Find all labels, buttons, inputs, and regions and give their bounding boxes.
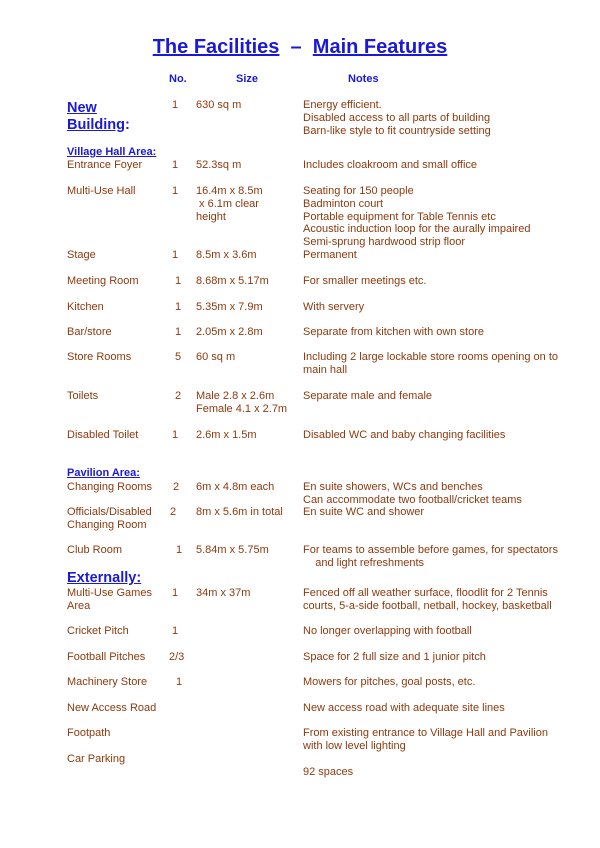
row-name-line: Car Parking <box>67 753 126 765</box>
note-line: Disabled access to all parts of building <box>303 111 491 124</box>
row-notes <box>303 326 484 339</box>
row-name <box>67 625 129 638</box>
row-no: 1 <box>176 544 183 556</box>
row-notes <box>303 676 475 689</box>
row-size <box>196 481 274 494</box>
row-size <box>196 544 269 557</box>
row-no: 5 <box>175 351 182 363</box>
row-name <box>67 587 152 613</box>
row-notes-line: En suite WC and shower <box>303 506 425 518</box>
column-header-no: No. <box>169 73 187 85</box>
row-name <box>67 753 125 766</box>
row-name-line: Entrance Foyer <box>67 159 143 171</box>
row-no: 1 <box>175 301 182 313</box>
row-name-line: Meeting Room <box>67 275 139 287</box>
row-notes-line: For teams to assemble before games, for spectators <box>303 544 558 556</box>
row-notes-line: with low level lighting <box>303 739 406 752</box>
row-no: 2 <box>173 481 180 493</box>
row-name <box>67 506 152 532</box>
row-notes-line: Includes cloakroom and small office <box>303 159 478 171</box>
row-notes <box>303 625 472 638</box>
row-no: 1 <box>172 185 179 197</box>
row-name-line: Disabled Toilet <box>67 429 139 441</box>
row-name-line: Bar/store <box>67 326 112 338</box>
row-name <box>67 390 98 403</box>
row-notes <box>303 481 522 507</box>
row-notes-line: Separate male and female <box>303 390 433 402</box>
title-dash: – <box>290 36 302 58</box>
row-notes-line: From existing entrance to Village Hall and Pavilion <box>303 727 548 739</box>
new-building-heading <box>67 100 130 134</box>
row-size-line: 8.68m x 5.17m <box>196 275 269 287</box>
row-notes-line: En suite showers, WCs and benches <box>303 481 483 493</box>
row-size <box>196 159 241 172</box>
row-size-line: 8m x 5.6m in total <box>196 506 283 518</box>
row-notes-line: Acoustic induction loop for the aurally impaired <box>303 223 531 236</box>
row-size <box>196 390 287 416</box>
car-parking-spaces: 92 spaces <box>303 766 354 778</box>
row-notes <box>303 544 558 570</box>
row-size <box>196 185 263 223</box>
row-notes-line: New access road with adequate site lines <box>303 702 505 714</box>
row-name-line: Cricket Pitch <box>67 625 129 637</box>
row-name-line: Multi-Use Hall <box>67 185 136 197</box>
row-name-line: Toilets <box>67 390 99 402</box>
row-no: 1 <box>175 275 182 287</box>
row-no: 1 <box>176 676 183 688</box>
row-no: 2/3 <box>169 651 185 663</box>
row-notes <box>303 587 552 613</box>
row-size-line: 60 sq m <box>196 351 236 363</box>
row-notes-line: Disabled WC and baby changing facilities <box>303 429 506 441</box>
row-size-line: Female 4.1 x 2.7m <box>196 402 288 415</box>
row-size <box>196 351 235 364</box>
row-notes-line: Permanent <box>303 249 357 261</box>
new-building-notes <box>303 99 491 137</box>
row-notes <box>303 506 424 519</box>
row-name <box>67 249 96 262</box>
row-size <box>196 506 283 519</box>
externally-heading-text: Externally: <box>67 570 142 586</box>
row-name <box>67 676 147 689</box>
row-notes <box>303 429 505 442</box>
row-name <box>67 429 138 442</box>
row-name-line: Club Room <box>67 544 123 556</box>
row-name-line: Changing Room <box>67 518 147 531</box>
row-notes-line: Space for 2 full size and 1 junior pitch <box>303 651 486 663</box>
row-notes <box>303 390 432 403</box>
row-notes-line: Portable equipment for Table Tennis etc <box>303 210 496 223</box>
row-name <box>67 481 152 494</box>
row-name <box>67 351 131 364</box>
row-no: 2 <box>170 506 177 518</box>
row-name <box>67 275 139 288</box>
row-size-line: 34m x 37m <box>196 587 251 599</box>
row-notes <box>303 159 477 172</box>
row-name-line: New Access Road <box>67 702 157 714</box>
row-name-line: Area <box>67 599 91 612</box>
row-notes-line: Can accommodate two football/cricket teams <box>303 493 522 506</box>
row-name <box>67 702 156 715</box>
row-no: 1 <box>172 249 179 261</box>
row-size <box>196 275 269 288</box>
note-line: Energy efficient. <box>303 99 382 111</box>
row-name-line: Machinery Store <box>67 676 148 688</box>
row-name-line: Kitchen <box>67 301 104 313</box>
row-notes <box>303 301 364 314</box>
row-notes <box>303 249 357 262</box>
row-notes-line: main hall <box>303 363 348 376</box>
row-name-line: Stage <box>67 249 96 261</box>
externally-heading <box>67 570 141 587</box>
row-size <box>196 301 263 314</box>
row-notes-line: Badminton court <box>303 197 384 210</box>
row-name-line: Footpath <box>67 727 111 739</box>
column-header-size: Size <box>236 73 259 85</box>
row-notes-line: Separate from kitchen with own store <box>303 326 484 338</box>
row-no: 1 <box>172 159 179 171</box>
title-part-1: The Facilities <box>152 36 280 58</box>
row-notes-line: No longer overlapping with football <box>303 625 472 637</box>
row-no: 1 <box>175 326 182 338</box>
row-size <box>196 429 257 442</box>
row-size-line: 5.84m x 5.75m <box>196 544 269 556</box>
row-notes <box>303 351 558 377</box>
row-name-line: Changing Rooms <box>67 481 152 493</box>
page-title <box>0 36 600 59</box>
row-size-line: 52.3sq m <box>196 159 242 171</box>
column-header-notes: Notes <box>348 73 379 85</box>
row-notes <box>303 651 486 664</box>
row-notes <box>303 702 505 715</box>
row-no: 1 <box>172 429 179 441</box>
row-name <box>67 301 104 314</box>
row-notes-line: With servery <box>303 301 365 313</box>
new-building-label-line-1: New <box>67 100 97 116</box>
row-no: 1 <box>172 625 179 637</box>
new-building-size: 630 sq m <box>196 99 242 111</box>
village-hall-heading: Village Hall Area: <box>67 146 157 158</box>
row-notes-line: Mowers for pitches, goal posts, etc. <box>303 676 476 688</box>
row-no: 2 <box>175 390 182 402</box>
row-no: 1 <box>172 587 179 599</box>
new-building-no: 1 <box>172 99 179 111</box>
title-part-2: Main Features <box>312 36 448 58</box>
row-notes <box>303 727 548 753</box>
row-name <box>67 326 112 339</box>
row-name-line: Multi-Use Games <box>67 587 152 599</box>
row-size-line: height <box>196 210 226 223</box>
row-size-line: 16.4m x 8.5m <box>196 185 263 197</box>
row-name-line: Football Pitches <box>67 651 146 663</box>
row-notes-line: Semi-sprung hardwood strip floor <box>303 236 466 249</box>
row-notes-line: courts, 5-a-side football, netball, hockey, basketball <box>303 599 552 612</box>
row-notes-line: Seating for 150 people <box>303 185 414 197</box>
row-notes <box>303 185 530 249</box>
row-size-line: 2.6m x 1.5m <box>196 429 257 441</box>
row-name <box>67 651 145 664</box>
row-name <box>67 544 122 557</box>
new-building-label-line-2: Building <box>67 117 125 133</box>
row-size-line: 6m x 4.8m each <box>196 481 275 493</box>
row-size-line: 2.05m x 2.8m <box>196 326 263 338</box>
row-name-line: Store Rooms <box>67 351 132 363</box>
new-building-colon: : <box>125 117 130 133</box>
row-name-line: Officials/Disabled <box>67 506 152 518</box>
row-size-line: 8.5m x 3.6m <box>196 249 257 261</box>
note-line: Barn-like style to fit countryside setting <box>303 124 491 137</box>
pavilion-heading: Pavilion Area: <box>67 467 140 479</box>
row-size <box>196 587 250 600</box>
row-size-line: Male 2.8 x 2.6m <box>196 390 275 402</box>
row-notes-line: Fenced off all weather surface, floodlit for 2 Tennis <box>303 587 548 599</box>
row-notes-line: For smaller meetings etc. <box>303 275 427 287</box>
row-size <box>196 249 257 262</box>
row-size-line: x 6.1m clear <box>196 197 259 210</box>
row-name <box>67 185 135 198</box>
row-notes-line: Including 2 large lockable store rooms opening on to <box>303 351 558 363</box>
row-notes <box>303 275 426 288</box>
row-notes-line: and light refreshments <box>303 556 425 569</box>
row-name <box>67 727 110 740</box>
row-name <box>67 159 142 172</box>
row-size-line: 5.35m x 7.9m <box>196 301 263 313</box>
row-size <box>196 326 263 339</box>
